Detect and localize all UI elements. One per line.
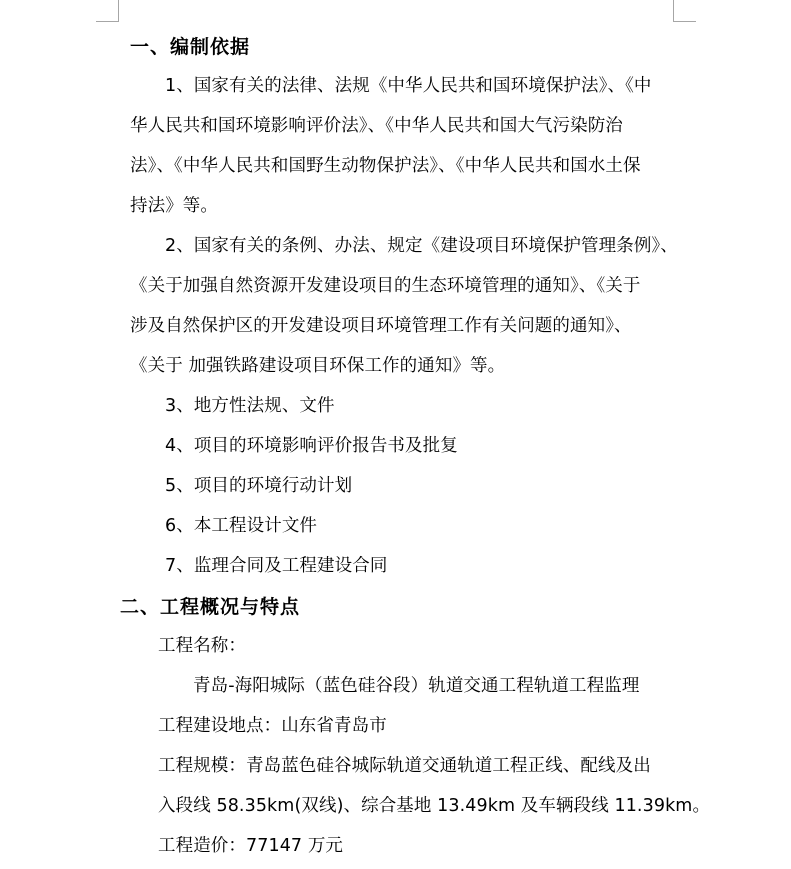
list-item: 5、项目的环境行动计划 [165,476,353,496]
paragraph-line: 持法》等。 [130,196,218,216]
crop-mark-right-horizontal [673,21,696,22]
paragraph-line: 2、国家有关的条例、办法、规定《建设项目环境保护管理条例》、 [165,236,678,256]
crop-mark-left-vertical [118,0,119,22]
project-scale-line: 入段线 58.35km(双线)、综合基地 13.49km 及车辆段线 11.39km。 [158,796,711,816]
project-name-label: 工程名称： [158,636,246,656]
paragraph-line: 《关于 加强铁路建设项目环保工作的通知》等。 [130,356,506,376]
paragraph-line: 华人民共和国环境影响评价法》、《中华人民共和国大气污染防治 [130,116,623,136]
crop-mark-right-vertical [673,0,674,22]
paragraph-line: 涉及自然保护区的开发建设项目环境管理工作有关问题的通知》、 [130,316,632,336]
section-heading-project-overview: 二、工程概况与特点 [120,596,301,618]
list-item: 4、项目的环境影响评价报告书及批复 [165,436,458,456]
project-location: 工程建设地点：山东省青岛市 [158,716,387,736]
project-cost: 工程造价：77147 万元 [158,836,344,856]
list-item: 7、监理合同及工程建设合同 [165,556,388,576]
paragraph-line: 《关于加强自然资源开发建设项目的生态环境管理的通知》、《关于 [130,276,641,296]
project-name-value: 青岛-海阳城际（蓝色硅谷段）轨道交通工程轨道工程监理 [193,676,640,696]
project-scale-line: 工程规模：青岛蓝色硅谷城际轨道交通轨道工程正线、配线及出 [158,756,651,776]
list-item: 6、本工程设计文件 [165,516,318,536]
paragraph-line: 1、国家有关的法律、法规《中华人民共和国环境保护法》、《中 [165,76,652,96]
paragraph-line: 法》、《中华人民共和国野生动物保护法》、《中华人民共和国水土保 [130,156,641,176]
list-item: 3、地方性法规、文件 [165,396,335,416]
section-heading-compilation-basis: 一、编制依据 [130,36,251,58]
crop-mark-left-horizontal [96,21,119,22]
